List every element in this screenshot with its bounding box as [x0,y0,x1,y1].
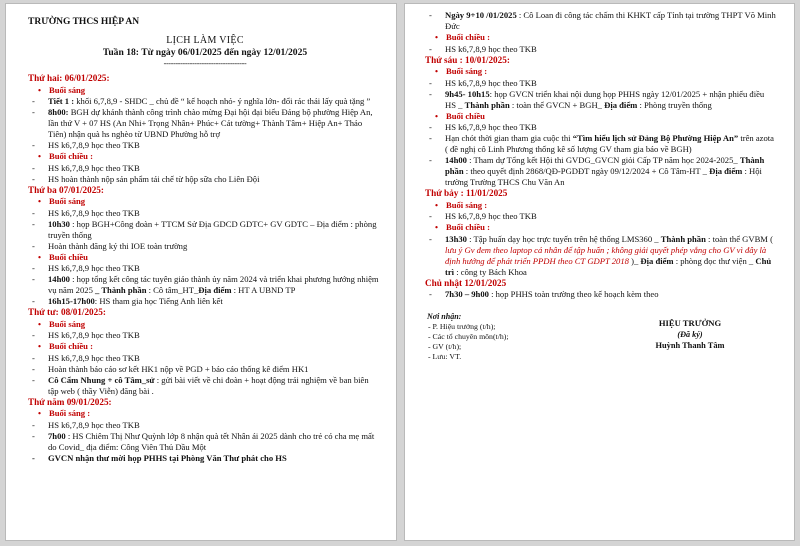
day-title: Thứ hai: 06/01/2025: [28,73,110,83]
schedule-item: - Tiết 1 : khối 6,7,8,9 - SHDC _ chủ đề “ kế hoạch nhỏ- ý nghĩa lớn- đổi rác thải lấy quà tặng ” [30,96,380,107]
schedule-item: - HS k6,7,8,9 học theo TKB [427,44,776,55]
day-title: Thứ tư: 08/01/2025: [28,307,106,317]
schedule-item: - HS k6,7,8,9 học theo TKB [427,122,776,133]
session-morning: • Buổi sáng : [38,408,380,420]
schedule-item: - 14h00 : họp tổng kết công tác tuyên giáo thành ủy năm 2024 và triển khai phương hướng nhiệm vụ năm 2025 _ Thành phần : Cô tâm_HT_Địa điểm : HT A UBND TP [30,274,380,296]
schedule-item: - HS k6,7,8,9 học theo TKB [30,140,380,151]
session-afternoon: • Buổi chiều [38,252,380,264]
recipient: - GV (t/h); [428,342,462,351]
schedule-item: - Cô Cẩm Nhung + cô Tâm_sử : gửi bài viết về chi đoàn + hoạt động trải nghiệm về ban biên tập web ( thầy Viễn) đăng bài . [30,375,380,397]
session-afternoon: • Buổi chiều : [38,341,380,353]
schedule-item: - 10h30 : họp BGH+Công đoàn + TTCM Sử Địa GDCD GDTC+ GV GDTC – Địa điểm : phòng truyền thống [30,219,380,241]
schedule-item: - GVCN nhận thư mời họp PHHS tại Phòng Văn Thư phát cho HS [30,453,380,464]
day-title: Thứ năm 09/01/2025: [28,396,112,407]
session-morning: • Buổi sáng [38,319,380,331]
schedule-item: - Ngày 9+10 /01/2025 : Cô Loan đi công tác chấm thi KHKT cấp Tỉnh tại trường THPT Võ Minh Đức [427,10,776,32]
recipients-label: Nơi nhận: [427,312,462,321]
schedule-item: - HS k6,7,8,9 học theo TKB [30,330,380,341]
schedule-item: - 7h30 – 9h00 : họp PHHS toàn trường theo kế hoạch kèm theo [427,289,776,300]
school-name: TRƯỜNG THCS HIỆP AN [28,17,140,27]
signature-block [615,318,765,351]
day-tuesday [30,185,380,308]
schedule-item: - HS k6,7,8,9 học theo TKB [30,420,380,431]
recipient: - Các tổ chuyên môn(t/h); [428,332,509,341]
day-title: Thứ bảy : 11/01/2025 [425,188,508,198]
day-wednesday [30,307,380,397]
recipient: - Lưu: VT. [428,352,462,361]
document-page-left [5,3,397,541]
signed-note: (Đã ký) [677,330,703,339]
schedule-item: - HS k6,7,8,9 học theo TKB [30,353,380,364]
schedule-item: - HS k6,7,8,9 học theo TKB [30,208,380,219]
schedule-item: - 14h00 : Tham dự Tổng kết Hội thi GVDG_GVCN giỏi Cấp TP năm học 2024-2025_ Thành phần : theo quyết định 2868/QĐ-PGDĐT ngày 09/12/2024 + Cô Tâm-HT _ Địa điểm : Hội trường Trường THCS Chu Văn An [427,155,776,188]
schedule-item: - Hoàn thành đăng ký thi IOE toàn trường [30,241,380,252]
document-footer [427,312,776,362]
day-thursday [30,397,380,464]
week-range: Tuần 18: Từ ngày 06/01/2025 đến ngày 12/01/2025 [102,47,308,58]
recipients-list [427,312,597,362]
document-page-right [404,3,795,541]
session-afternoon: • Buổi chiều : [435,32,776,44]
signer-name: Huỳnh Thanh Tâm [655,341,725,350]
session-morning: • Buổi sáng : [435,200,776,212]
schedule-item: - Hoàn thành báo cáo sơ kết HK1 nộp về PGD + báo cáo thống kê điểm HK1 [30,364,380,375]
day-title: Thứ sáu : 10/01/2025: [425,54,510,65]
day-title: Thứ ba 07/01/2025: [28,184,104,195]
day-monday [30,73,380,185]
schedule-item: - HS k6,7,8,9 học theo TKB [30,163,380,174]
document-title: LỊCH LÀM VIỆC [166,35,244,46]
schedule-item: - 16h15-17h00: HS tham gia học Tiếng Anh liên kết [30,296,380,307]
session-morning: • Buổi sáng [38,196,380,208]
day-title: Chủ nhật 12/01/2025 [425,277,507,288]
recipient: - P. Hiệu trưởng (t/h); [428,322,496,331]
schedule-item: - HS hoàn thành nộp sản phẩm tái chế từ hộp sữa cho Liên Đội [30,174,380,185]
session-morning: • Buổi sáng [38,85,380,97]
day-sunday [427,278,776,301]
schedule-item: - HS k6,7,8,9 học theo TKB [427,78,776,89]
schedule-item: - 9h45- 10h15: họp GVCN triển khai nội dung họp PHHS ngày 12/01/2025 + nhận phiếu điều HS _ Thành phần : toàn thể GVCN + BGH_ Địa điểm : Phòng truyền thống [427,89,776,111]
session-afternoon: • Buổi chiều : [38,151,380,163]
schedule-item: - 8h00: BGH dự khánh thành công trình chào mừng Đại hội đại biểu Đảng bộ phường Hiệp An, lần thứ V + 07 HS (An Nhi+ Trọng Nhân+ Phúc+ Cát tường+ Thành Tâm+ Hiệp An+ Thảo Tiên) nhận quà hs nghèo từ UBND Phường hỗ trợ [30,107,380,140]
session-morning: • Buổi sáng : [435,66,776,78]
title-separator: ----------------------------------- [163,59,247,68]
signer-title: HIỆU TRƯỞNG [658,318,722,328]
day-thursday-continued [427,10,776,55]
day-saturday [427,188,776,278]
session-afternoon: • Buổi chiều : [435,222,776,234]
session-afternoon: • Buổi chiều [435,111,776,123]
day-friday [427,55,776,189]
schedule-item: - 7h00 : HS Chiêm Thị Như Quỳnh lớp 8 nhận quà tết Nhân ái 2025 dành cho trẻ có cha mẹ mất do Covid_ địa điểm: Công Viên Thủ Dầu Một [30,431,380,453]
schedule-item: - 13h30 : Tập huấn dạy học trực tuyến trên hệ thống LMS360 _ Thành phần : toàn thể GVBM ( lưu ý Gv đem theo laptop cá nhân để tập huấn ; không giải quyết phép vắng cho GV vì đây là định hướng để phát triển PPDH theo CT GDPT 2018 )_ Địa điểm : phòng đọc thư viện _ Chủ trì : công ty Bách Khoa [427,234,776,278]
schedule-item: - HS k6,7,8,9 học theo TKB [427,211,776,222]
schedule-item: - Hạn chót thời gian tham gia cuộc thi “Tìm hiểu lịch sử Đảng Bộ Phường Hiệp An” trên azota ( đề nghị cô Linh Phương thống kê số lượng GV tham gia báo về BGH) [427,133,776,155]
schedule-item: - HS k6,7,8,9 học theo TKB [30,263,380,274]
